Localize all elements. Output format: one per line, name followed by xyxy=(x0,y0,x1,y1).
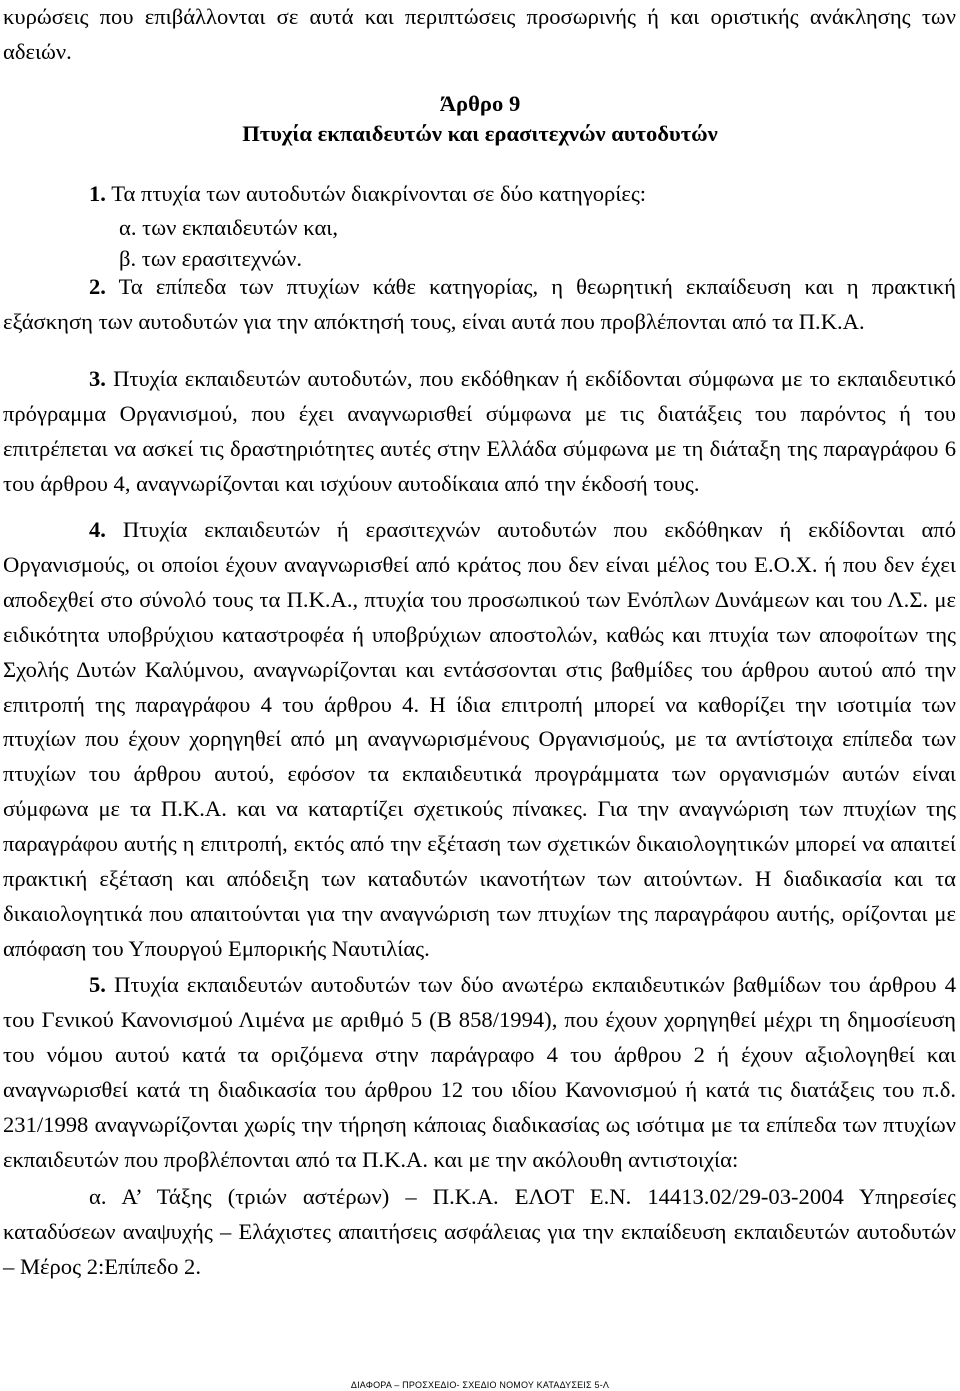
paragraph-3 xyxy=(3,362,956,502)
paragraph-1-line xyxy=(3,177,956,212)
paragraph-1-text: Τα πτυχία των αυτοδυτών διακρίνονται σε δύο κατηγορίες: xyxy=(105,181,647,206)
paragraph-2 xyxy=(3,270,956,340)
paragraph-3-number: 3. xyxy=(89,366,106,391)
page-footer: ΔΙΑΦΟΡΑ – ΠΡΟΣΧΕΔΙΟ- ΣΧΕΔΙΟ ΝΟΜΟΥ ΚΑΤΑΔΥΣΕΙΣ 5-Λ xyxy=(350,1380,610,1390)
paragraph-5 xyxy=(3,968,956,1177)
paragraph-5-text: Πτυχία εκπαιδευτών αυτοδυτών των δύο ανωτέρω εκπαιδευτικών βαθμίδων του άρθρου 4 του Γενικού Κανονισμού Λιμένα με αριθμό 5 (Β 858/1994), που έχουν χορηγηθεί μέχρι τη δημοσίευση του νόμου αυτού κατά τα οριζόμενα στην παράγραφο 4 του άρθρου 2 ή έχουν αξιολογηθεί και αναγνωρισθεί κατά τη διαδικασία του άρθρου 12 του ιδίου Κανονισμού ή κατά τις διατάξεις του π.δ. 231/1998 αναγνωρίζονται χωρίς την τήρηση κάποιας διαδικασίας ως ισότιμα με τα επίπεδα των πτυχίων εκπαιδευτών που προβλέπονται από τα Π.Κ.Α. και με την ακόλουθη αντιστοιχία: xyxy=(3,972,956,1172)
list-item: α. των εκπαιδευτών και, xyxy=(119,214,339,240)
list-item: β. των ερασιτεχνών. xyxy=(119,245,303,271)
paragraph-1-number: 1. xyxy=(89,181,106,206)
paragraph-1 xyxy=(3,177,956,274)
article-title: Πτυχία εκπαιδευτών και ερασιτεχνών αυτοδυτών xyxy=(242,121,718,146)
paragraph-5-number: 5. xyxy=(89,972,106,997)
paragraph-4-text: Πτυχία εκπαιδευτών ή ερασιτεχνών αυτοδυτών που εκδόθηκαν ή εκδίδονται από Οργανισμούς, οι οποίοι έχουν αναγνωρισθεί από κράτος που δεν είναι μέλος του Ε.Ο.Χ. ή που δεν έχει αποδεχθεί στο σύνολό τους τα Π.Κ.Α., πτυχία του προσωπικού των Ενόπλων Δυνάμεων και του Λ.Σ. με ειδικότητα υποβρύχιου καταστροφέα ή υποβρύχιων αποστολών, καθώς και πτυχία των αποφοίτων της Σχολής Δυτών Καλύμνου, αναγνωρίζονται και εντάσσονται στις βαθμίδες του άρθρου αυτού από την επιτροπή της παραγράφου 4 του άρθρου 4. Η ίδια επιτροπή μπορεί να καθορίζει την ισοτιμία των πτυχίων που έχουν χορηγηθεί από μη αναγνωρισμένους Οργανισμούς, με τα αντίστοιχα επίπεδα των πτυχίων του άρθρου αυτού, εφόσον τα εκπαιδευτικά προγράμματα των οργανισμών αυτών είναι σύμφωνα με τα Π.Κ.Α. και να καταρτίζει σχετικούς πίνακες. Για την αναγνώριση των πτυχίων της παραγράφου αυτής η επιτροπή, εκτός από την εξέταση των σχετικών δικαιολογητικών μπορεί να απαιτεί πρακτική εξέταση και απόδειξη των καταδυτών ικανοτήτων των αιτούντων. Η διαδικασία και τα δικαιολογητικά που απαιτούνται για την αναγνώριση των πτυχίων της παραγράφου αυτής, ορίζονται με απόφαση του Υπουργού Εμπορικής Ναυτιλίας. xyxy=(3,517,956,961)
paragraph-2-text: Τα επίπεδα των πτυχίων κάθε κατηγορίας, η θεωρητική εκπαίδευση και η πρακτική εξάσκηση των αυτοδυτών για την απόκτησή τους, είναι αυτά που προβλέπονται από τα Π.Κ.Α. xyxy=(3,274,956,334)
article-number: Άρθρο 9 xyxy=(439,91,521,116)
paragraph-4 xyxy=(3,513,956,967)
paragraph-2-number: 2. xyxy=(89,274,106,299)
top-paragraph-text: κυρώσεις που επιβάλλονται σε αυτά και περιπτώσεις προσωρινής ή και οριστικής ανάκλησης των αδειών. xyxy=(3,4,956,64)
top-paragraph xyxy=(3,0,956,70)
paragraph-4-number: 4. xyxy=(89,517,106,542)
paragraph-5-item-a: α. Α’ Τάξης (τριών αστέρων) – Π.Κ.Α. ΕΛΟΤ Ε.Ν. 14413.02/29-03-2004 Υπηρεσίες καταδύσεων αναψυχής – Ελάχιστες απαιτήσεις ασφάλειας για την εκπαίδευση εκπαιδευτών αυτοδυτών – Μέρος 2:Επίπεδο 2. xyxy=(3,1184,956,1279)
paragraph-3-text: Πτυχία εκπαιδευτών αυτοδυτών, που εκδόθηκαν ή εκδίδονται σύμφωνα με το εκπαιδευτικό πρόγραμμα Οργανισμού, που έχει αναγνωρισθεί σύμφωνα με τις διατάξεις του παρόντος ή του επιτρέπεται να ασκεί τις δραστηριότητες αυτές στην Ελλάδα σύμφωνα με τη διάταξη της παραγράφου 6 του άρθρου 4, αναγνωρίζονται και ισχύουν αυτοδίκαια από την έκδοσή τους. xyxy=(3,366,956,496)
